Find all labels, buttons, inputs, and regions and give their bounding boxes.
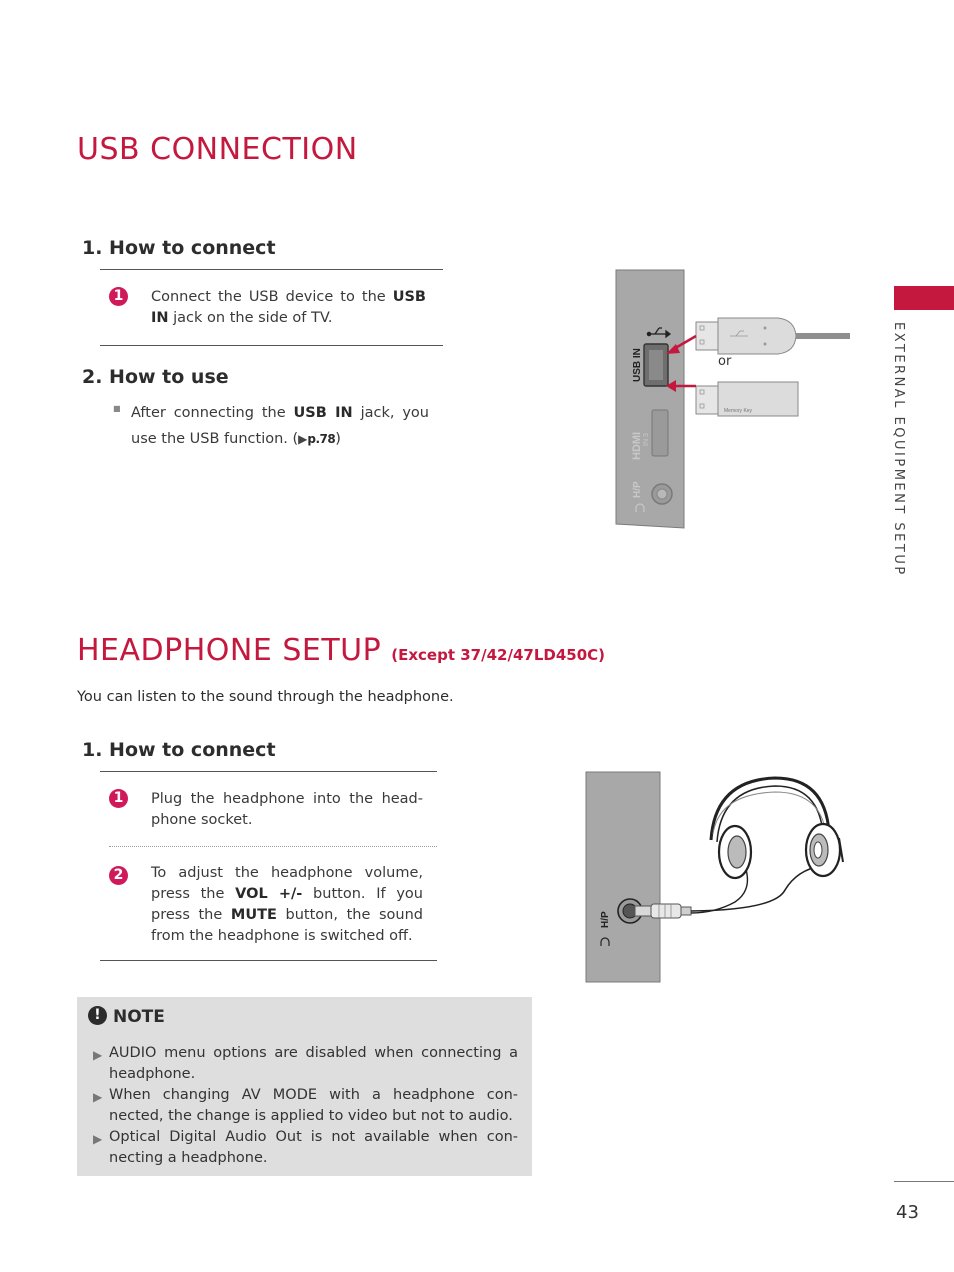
usb-section-title: USB CONNECTION <box>77 132 358 167</box>
headphone-step2-text: To adjust the headphone volume, press the VOL +/- button. If you press the MUTE button, the sound from the headphone is switched off. <box>151 865 423 944</box>
hdmi-port <box>652 410 668 456</box>
headphone-step1-text: Plug the headphone into the head-phone socket. <box>151 791 423 828</box>
tv-side-panel <box>586 772 660 982</box>
note-box <box>77 997 532 1176</box>
usb-connect-step-text: Connect the USB device to the USB IN jack on the side of TV. <box>151 289 426 326</box>
step-badge-1: 1 <box>109 287 128 306</box>
divider <box>100 771 437 772</box>
section-tab <box>894 286 954 310</box>
headphone-section-title: HEADPHONE SETUP (Except 37/42/47LD450C) <box>77 633 606 668</box>
step-badge-2: 2 <box>109 866 128 885</box>
hdmi-label: HDMI <box>631 431 643 460</box>
note-list <box>93 1043 518 1169</box>
note-icon: ! <box>88 1006 107 1025</box>
memory-key <box>696 382 798 416</box>
usb-cable-plug <box>696 318 850 354</box>
note-item: ▶ When changing AV MODE with a headphone con-nected, the change is applied to video but not to audio. <box>93 1085 518 1127</box>
tv-side-panel <box>616 270 684 528</box>
usb-how-to-connect-heading: 1. How to connect <box>82 237 276 259</box>
usb-connection-diagram <box>600 262 860 534</box>
in3-label: IN 3 <box>643 433 650 446</box>
arrow-icon: ▶ <box>93 1132 103 1146</box>
divider <box>100 345 443 346</box>
usb-in-label: USB IN <box>632 348 643 382</box>
section-label: EXTERNAL EQUIPMENT SETUP <box>891 322 906 577</box>
divider <box>100 960 437 961</box>
usb-how-to-use-heading: 2. How to use <box>82 366 229 388</box>
page-ref-arrow-icon: ▶ <box>298 432 308 446</box>
divider <box>109 846 437 847</box>
footer-divider <box>894 1181 954 1182</box>
note-title: NOTE <box>113 1007 165 1027</box>
headphone-diagram <box>585 770 850 984</box>
model-exception-note: (Except 37/42/47LD450C) <box>391 646 606 664</box>
headphone-how-to-connect-heading: 1. How to connect <box>82 739 276 761</box>
arrow-icon: ▶ <box>93 1090 103 1104</box>
bullet-icon: ■ <box>113 404 121 413</box>
arrow-icon: ▶ <box>93 1048 103 1062</box>
divider <box>100 269 443 270</box>
usb-use-text: After connecting the USB IN jack, you use the USB function. (▶p.78) <box>131 405 429 447</box>
step-badge-1: 1 <box>109 789 128 808</box>
note-item: ▶ Optical Digital Audio Out is not available when con-necting a headphone. <box>93 1127 518 1169</box>
page-ref-link[interactable]: p.78 <box>307 432 336 446</box>
headphone-intro: You can listen to the sound through the headphone. <box>77 689 454 705</box>
hp-label: H/P <box>632 481 643 498</box>
note-item: ▶ AUDIO menu options are disabled when connecting a headphone. <box>93 1043 518 1085</box>
hp-label: H/P <box>600 911 611 928</box>
or-label: or <box>718 354 732 369</box>
page-number: 43 <box>896 1202 919 1223</box>
memory-key-label: Memory Key <box>724 408 753 414</box>
